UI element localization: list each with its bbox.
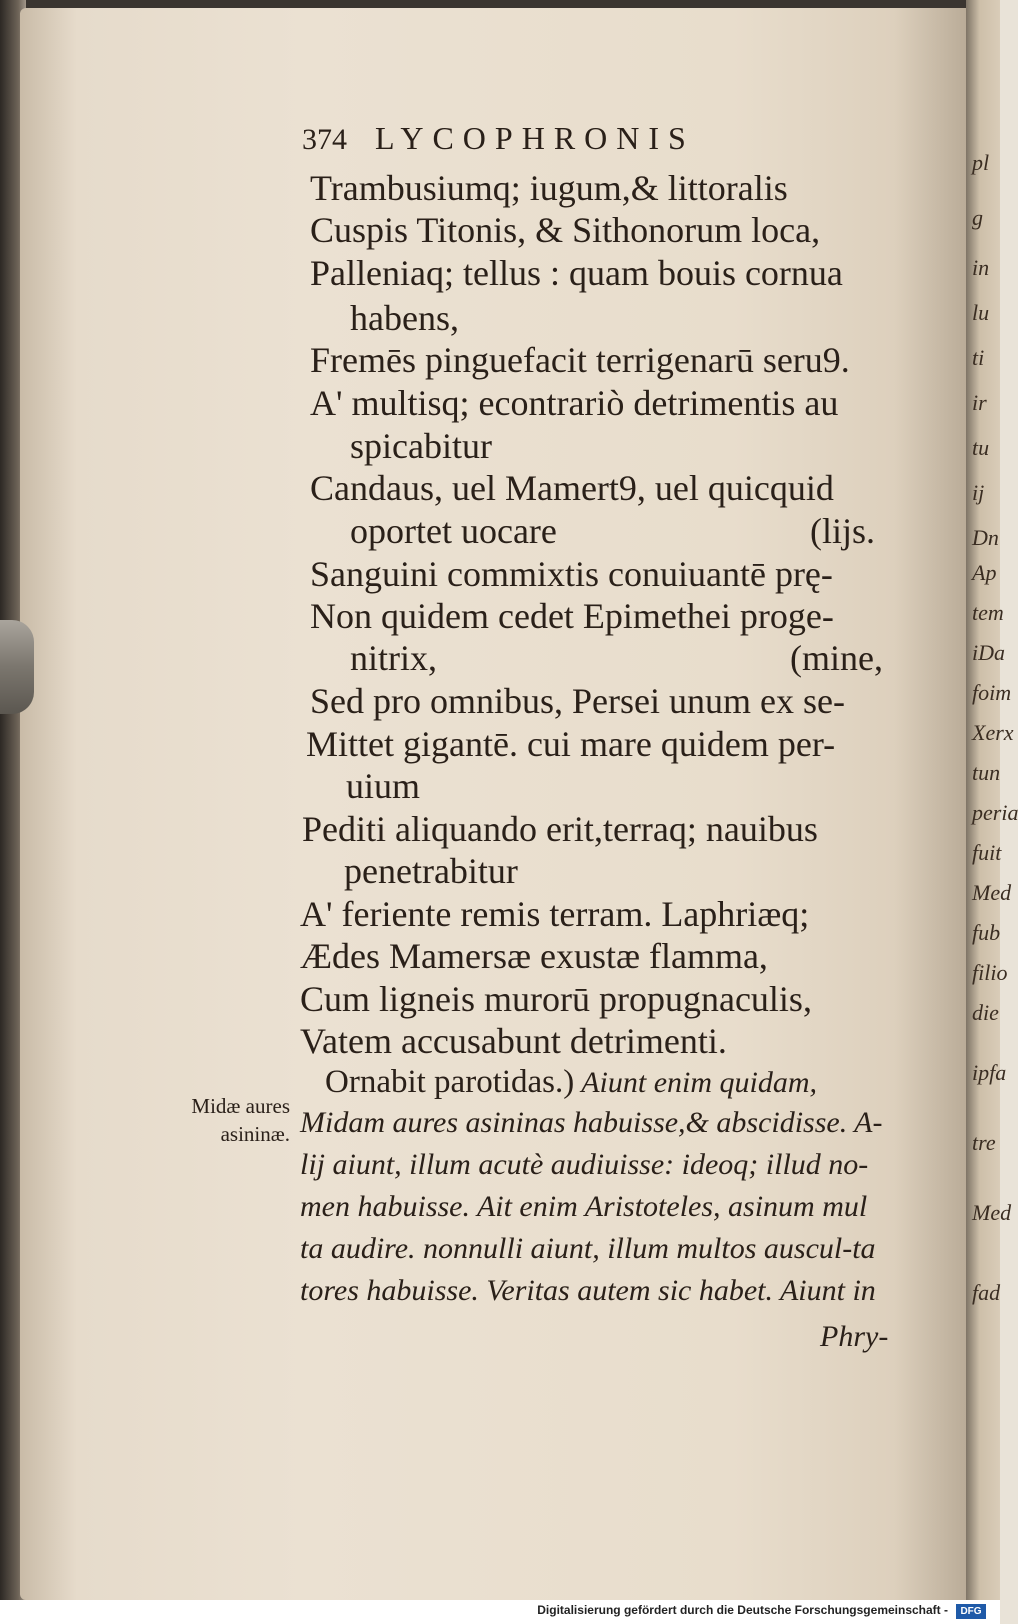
verse-line: A' multisq; econtrariò detrimentis au xyxy=(310,383,839,423)
show-through-text xyxy=(205,200,209,220)
footer-credit: Digitalisierung gefördert durch die Deutsche Forschungsgemeinschaft - xyxy=(537,1603,948,1617)
verse-line: Vatem accusabunt detrimenti. xyxy=(300,1021,727,1061)
verse-line-turnover: (lijs. xyxy=(810,511,876,551)
adjacent-page-fragment: tre xyxy=(972,1130,996,1155)
verse-line: Pediti aliquando erit,terraq; nauibus xyxy=(302,809,818,849)
verse-line: nitrix, xyxy=(350,638,437,678)
verse-line: Non quidem cedet Epimethei proge- xyxy=(310,596,834,636)
verse-line: spicabitur xyxy=(350,426,492,466)
book-clasp xyxy=(0,620,34,714)
verse-line: penetrabitur xyxy=(344,851,518,891)
adjacent-page-fragment: fuit xyxy=(972,840,1002,865)
commentary-line: ta audire. nonnulli aiunt, illum multos auscul-ta xyxy=(300,1232,876,1265)
adjacent-page-fragment: fad xyxy=(972,1280,1001,1305)
verse-line: Sed pro omnibus, Persei unum ex se- xyxy=(310,681,845,721)
adjacent-page-fragment: filio xyxy=(972,960,1008,985)
footer-bar xyxy=(0,1600,1000,1624)
adjacent-page-fragment: ti xyxy=(972,345,985,370)
adjacent-page-fragment: die xyxy=(972,1000,999,1025)
verse-line: Mittet gigantē. cui mare quidem per- xyxy=(306,724,836,764)
adjacent-page-fragment: ir xyxy=(972,390,987,415)
adjacent-page-fragment: tun xyxy=(972,760,1001,785)
adjacent-page-fragment: pl xyxy=(972,150,990,175)
commentary-line: tores habuisse. Veritas autem sic habet. Aiunt in xyxy=(300,1274,876,1307)
adjacent-page-fragment: ipfa xyxy=(972,1060,1007,1085)
adjacent-page-fragment: Med xyxy=(972,1200,1012,1225)
verse-line: A' feriente remis terram. Laphriæq; xyxy=(300,894,810,934)
verse-line: Candaus, uel Mamert9, uel quicquid xyxy=(310,468,834,508)
commentary-line xyxy=(325,1066,817,1099)
commentary-line: lij aiunt, illum acutè audiuisse: ideoq; illud no- xyxy=(300,1148,869,1181)
verse-line: Sanguini commixtis conuiuantē prę- xyxy=(310,554,833,594)
adjacent-page-edge xyxy=(966,0,1018,1600)
commentary-line-rest: Aiunt enim quidam, xyxy=(581,1066,818,1099)
verse-line: Ædes Mamersæ exustæ flamma, xyxy=(300,936,768,976)
adjacent-page-fragment: Xerx xyxy=(972,720,1014,745)
adjacent-page-fragment: Dn xyxy=(972,525,999,550)
adjacent-page-fragment: iDa xyxy=(972,640,1005,665)
adjacent-page-fragment: peria xyxy=(972,800,1018,825)
adjacent-page-fragment: g xyxy=(972,205,983,230)
verse-line: Fremēs pinguefacit terrigenarū seru9. xyxy=(310,340,850,380)
adjacent-page-fragment: Ap xyxy=(972,560,997,585)
adjacent-page-fragment: foim xyxy=(972,680,1012,705)
adjacent-page-fragment: in xyxy=(972,255,990,280)
dfg-logo: DFG xyxy=(956,1604,986,1619)
verse-line: Trambusiumq; iugum,& littoralis xyxy=(310,168,788,208)
commentary-line: Midam aures asininas habuisse,& abscidisse. A- xyxy=(300,1106,883,1139)
marginal-note-line: asininæ. xyxy=(220,1122,290,1146)
marginal-note xyxy=(152,1092,290,1148)
adjacent-page-fragment: lu xyxy=(972,300,990,325)
verse-line: habens, xyxy=(350,298,459,338)
adjacent-page-fragment: tu xyxy=(972,435,990,460)
adjacent-page-fragment: Med xyxy=(972,880,1012,905)
running-head-title: LYCOPHRONIS xyxy=(375,120,695,156)
verse-line: Palleniaq; tellus : quam bouis cornua xyxy=(310,253,843,293)
adjacent-page-fragment: tem xyxy=(972,600,1004,625)
marginal-note-line: Midæ aures xyxy=(191,1094,290,1118)
running-head xyxy=(302,120,695,157)
verse-line: uium xyxy=(346,766,421,806)
commentary-line: men habuisse. Ait enim Aristoteles, asinum mul xyxy=(300,1190,868,1223)
commentary-lemma: Ornabit parotidas.) xyxy=(325,1064,575,1100)
verse-line: Cuspis Titonis, & Sithonorum loca, xyxy=(310,210,821,250)
verse-line: Cum ligneis murorū propugnaculis, xyxy=(300,979,812,1019)
verse-line-turnover: (mine, xyxy=(790,638,883,678)
verse-line: oportet uocare xyxy=(350,511,557,551)
adjacent-page-fragment: fub xyxy=(972,920,1001,945)
adjacent-page-fragment: ij xyxy=(972,480,985,505)
page-number: 374 xyxy=(302,123,347,156)
catchword: Phry- xyxy=(820,1320,889,1353)
